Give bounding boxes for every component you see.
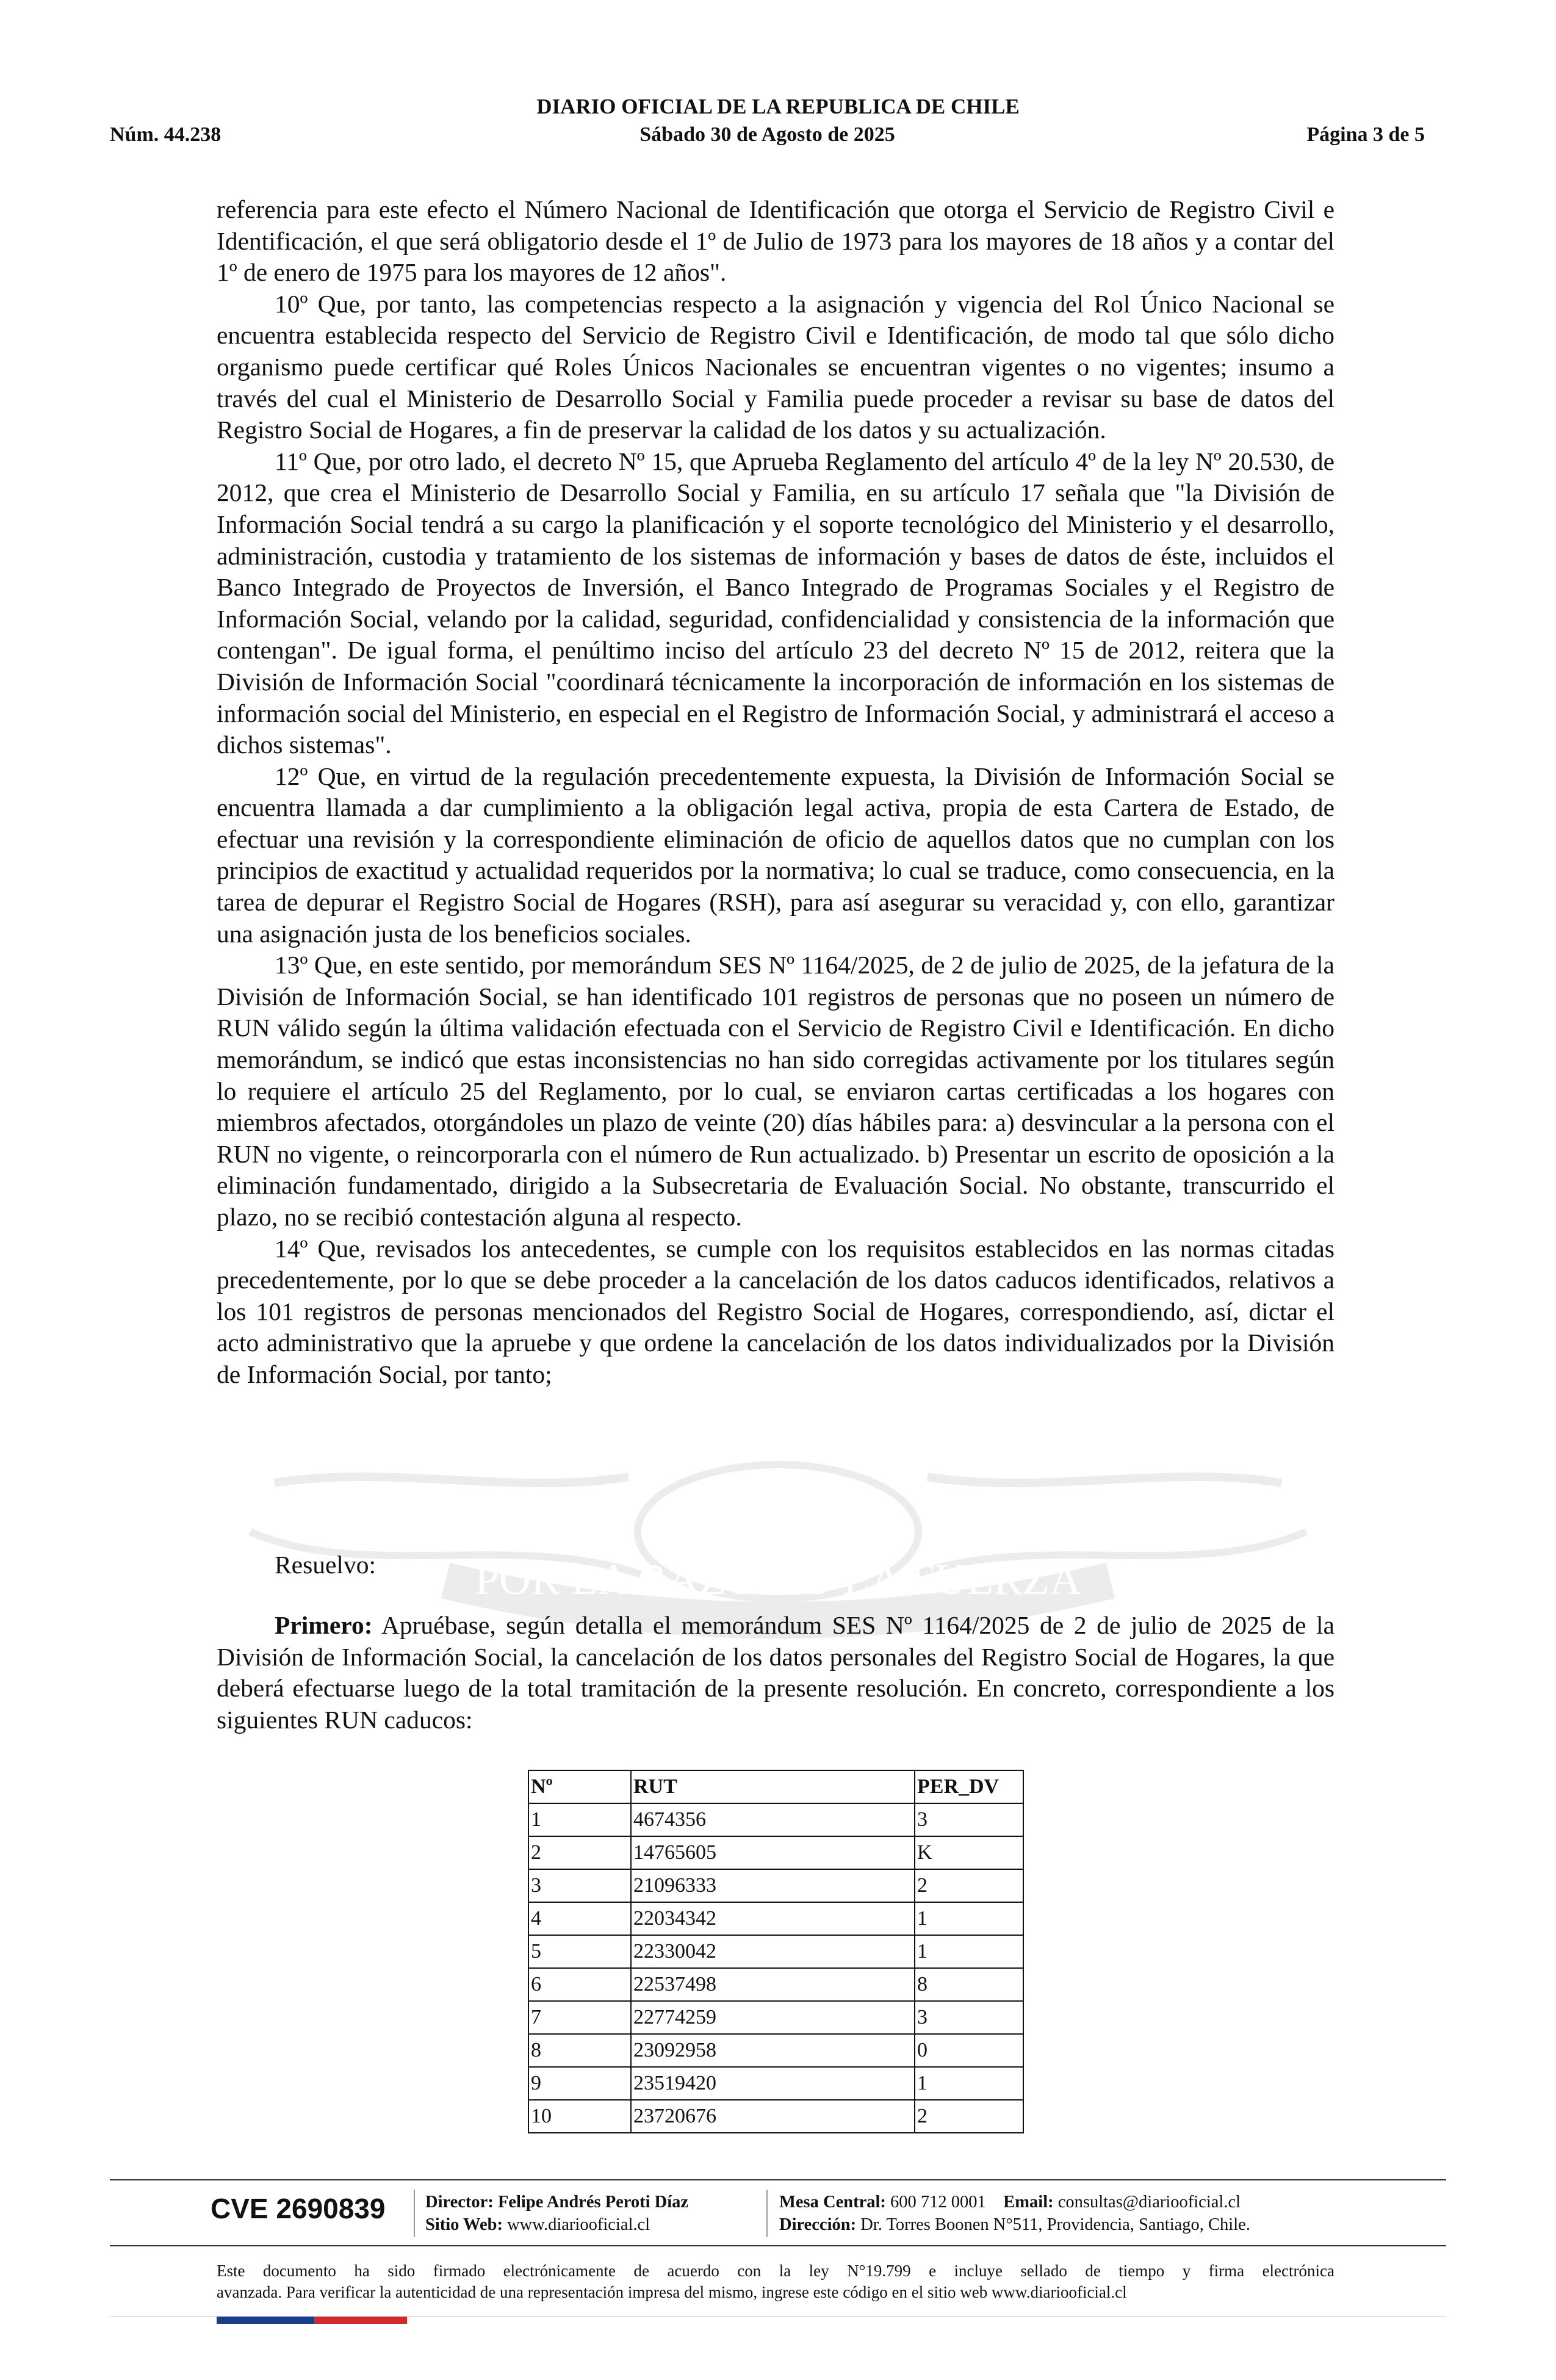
cell-per-dv: 0 [915, 2034, 1023, 2067]
table-row [528, 1935, 1023, 1968]
table-row [528, 1836, 1023, 1869]
cell-number: 6 [528, 1968, 631, 2001]
cell-number: 5 [528, 1935, 631, 1968]
cell-per-dv: 1 [915, 1935, 1023, 1968]
column-header-rut: RUT [631, 1770, 915, 1803]
table-row [528, 1803, 1023, 1836]
cell-per-dv: 8 [915, 1968, 1023, 2001]
cell-number: 1 [528, 1803, 631, 1836]
address-value: Dr. Torres Boonen N°511, Providencia, Santiago, Chile. [860, 2215, 1250, 2234]
cell-per-dv: 1 [915, 2067, 1023, 2100]
table-row [528, 2001, 1023, 2034]
cell-rut: 22537498 [631, 1968, 915, 2001]
footer-contact-block [779, 2191, 1250, 2236]
web-label: Sitio Web: [425, 2215, 503, 2234]
cell-per-dv: 1 [915, 1902, 1023, 1935]
cell-rut: 14765605 [631, 1836, 915, 1869]
page-indicator: Página 3 de 5 [1306, 123, 1425, 146]
footer-director-block [425, 2191, 688, 2236]
table-row [528, 2034, 1023, 2067]
paragraph-12: 12º Que, en virtud de la regulación precedentemente expuesta, la División de Información Social se encuentra llamada a dar cumplimiento a la obligación legal activa, propia de esta Cartera de Estado, de efectuar una revisión y la correspondiente eliminación de oficio de aquellos datos que no cumplan con los principios de exactitud y actualidad requeridos por la normativa; lo cual se traduce, como consecuencia, en la tarea de depurar el Registro Social de Hogares (RSH), para así asegurar su veracidad y, con ello, garantizar una asignación justa de los beneficios sociales. [217, 762, 1334, 948]
cell-number: 3 [528, 1869, 631, 1902]
electronic-signature-note [217, 2260, 1334, 2303]
footer-mid-rule [110, 2245, 1446, 2246]
newspaper-title: DIARIO OFICIAL DE LA REPUBLICA DE CHILE [536, 95, 1020, 118]
address-label: Dirección: [779, 2215, 857, 2234]
paragraph-13: 13º Que, en este sentido, por memorándum SES Nº 1164/2025, de 2 de julio de 2025, de la jefatura de la División de Información Social, se han identificado 101 registros de personas que no poseen un número de RUN válido según la última validación efectuada con el Servicio de Registro Civil e Identificación. En dicho memorándum, se indicó que estas inconsistencias no han sido corregidas activamente por los titulares según lo requiere el artículo 25 del Reglamento, por lo cual, se enviaron cartas certificadas a los hogares con miembros afectados, otorgándoles un plazo de veinte (20) días hábiles para: a) desvincular a la persona con el RUN no vigente, o reincorporarla con el número de Run actualizado. b) Presentar un escrito de oposición a la eliminación fundamentado, dirigido a la Subsecretaria de Evaluación Social. No obstante, transcurrido el plazo, no se recibió contestación alguna al respecto. [217, 951, 1334, 1231]
web-link[interactable]: www.diariooficial.cl [507, 2215, 650, 2234]
table-row [528, 2100, 1023, 2133]
cell-rut: 21096333 [631, 1869, 915, 1902]
cell-per-dv: 3 [915, 1803, 1023, 1836]
cell-rut: 22330042 [631, 1935, 915, 1968]
resuelvo-heading: Resuelvo: [275, 1551, 376, 1579]
column-header-number: Nº [528, 1770, 631, 1803]
paragraph-11: 11º Que, por otro lado, el decreto Nº 15, que Aprueba Reglamento del artículo 4º de la ley Nº 20.530, de 2012, que crea el Ministerio de Desarrollo Social y Familia, en su artículo 17 señala que "la División de Información Social tendrá a su cargo la planificación y el soporte tecnológico del Ministerio y el desarrollo, administración, custodia y tratamiento de los sistemas de información y bases de datos de éste, incluidos el Banco Integrado de Proyectos de Inversión, el Banco Integrado de Programas Sociales y el Registro de Información Social, velando por la calidad, seguridad, confidencialidad y consistencia de la información que contengan". De igual forma, el penúltimo inciso del artículo 23 del decreto Nº 15 de 2012, reitera que la División de Información Social "coordinará técnicamente la incorporación de información en los sistemas de información social del Ministerio, en especial en el Registro de Información Social, y administrará el acceso a dichos sistemas". [217, 447, 1334, 759]
cell-number: 7 [528, 2001, 631, 2034]
table-row [528, 1968, 1023, 2001]
paragraph-continuation: referencia para este efecto el Número Nacional de Identificación que otorga el Servicio de Registro Civil e Identificación, el que será obligatorio desde el 1º de Julio de 1973 para los mayores de 18 años y a contar del 1º de enero de 1975 para los mayores de 12 años". [217, 195, 1334, 287]
footer-divider [766, 2190, 768, 2237]
cell-number: 9 [528, 2067, 631, 2100]
cell-per-dv: K [915, 1836, 1023, 1869]
email-link[interactable]: consultas@diariooficial.cl [1057, 2193, 1241, 2212]
document-body [217, 194, 1334, 1391]
mesa-phone: 600 712 0001 [890, 2193, 986, 2212]
email-label: Email: [1003, 2193, 1054, 2212]
cve-code: CVE 2690839 [211, 2193, 386, 2224]
footer-divider [414, 2190, 415, 2237]
cell-rut: 22774259 [631, 2001, 915, 2034]
resolution-primero [217, 1610, 1334, 1736]
cell-rut: 23720676 [631, 2100, 915, 2133]
header-row [110, 123, 1425, 150]
issue-number: Núm. 44.238 [110, 123, 222, 146]
cell-number: 10 [528, 2100, 631, 2133]
table-row [528, 1869, 1023, 1902]
flag-stripe-red [314, 2317, 407, 2324]
cell-rut: 23519420 [631, 2067, 915, 2100]
table-header-row [528, 1770, 1023, 1803]
column-header-per-dv: PER_DV [915, 1770, 1023, 1803]
cell-rut: 4674356 [631, 1803, 915, 1836]
cell-number: 2 [528, 1836, 631, 1869]
cell-per-dv: 2 [915, 2100, 1023, 2133]
primero-text: Apruébase, según detalla el memorándum SES Nº 1164/2025 de 2 de julio de 2025 de la División de Información Social, la cancelación de los datos personales del Registro Social de Hogares, la que deberá efectuarse luego de la total tramitación de la presente resolución. En concreto, correspondiente a los siguientes RUN caducos: [217, 1611, 1334, 1734]
primero-label: Primero: [275, 1611, 373, 1639]
mesa-label: Mesa Central: [779, 2193, 886, 2212]
paragraph-14: 14º Que, revisados los antecedentes, se cumple con los requisitos establecidos en las normas citadas precedentemente, por lo que se debe proceder a la cancelación de los datos caducos identificados, relativos a los 101 registros de personas mencionados del Registro Social de Hogares, correspondiendo, así, dictar el acto administrativo que la apruebe y que ordene la cancelación de los datos individualizados por la División de Información Social, por tanto; [217, 1234, 1334, 1388]
table-row [528, 1902, 1023, 1935]
footer-top-rule [110, 2179, 1446, 2180]
director-name: Felipe Andrés Peroti Díaz [497, 2193, 689, 2212]
cell-per-dv: 3 [915, 2001, 1023, 2034]
cell-number: 8 [528, 2034, 631, 2067]
run-table [528, 1770, 1024, 2133]
cell-rut: 22034342 [631, 1902, 915, 1935]
table-body [528, 1803, 1023, 2133]
cell-number: 4 [528, 1902, 631, 1935]
issue-date: Sábado 30 de Agosto de 2025 [639, 123, 895, 146]
note-line-2: avanzada. Para verificar la autenticidad de una representación impresa del mismo, ingrese este código en el sitio web www.diariooficial.cl [217, 2283, 1127, 2301]
watermark-motto: POR LA RAZON O LA FUERZA [474, 1555, 1082, 1604]
paragraph-10: 10º Que, por tanto, las competencias respecto a la asignación y vigencia del Rol Único Nacional se encuentra establecida respecto del Servicio de Registro Civil e Identificación, de modo tal que sólo dicho organismo puede certificar qué Roles Únicos Nacionales se encuentran vigentes o no vigentes; insumo a través del cual el Ministerio de Desarrollo Social y Familia puede proceder a revisar su base de datos del Registro Social de Hogares, a fin de preservar la calidad de los datos y su actualización. [217, 289, 1334, 444]
note-line-1: Este documento ha sido firmado electrónicamente de acuerdo con la ley N°19.799 e incluye sellado de tiempo y firma electrónica [217, 2262, 1334, 2280]
director-label: Director: [425, 2193, 494, 2212]
cell-rut: 23092958 [631, 2034, 915, 2067]
cell-per-dv: 2 [915, 1869, 1023, 1902]
flag-stripe-blue [217, 2317, 314, 2324]
table-row [528, 2067, 1023, 2100]
